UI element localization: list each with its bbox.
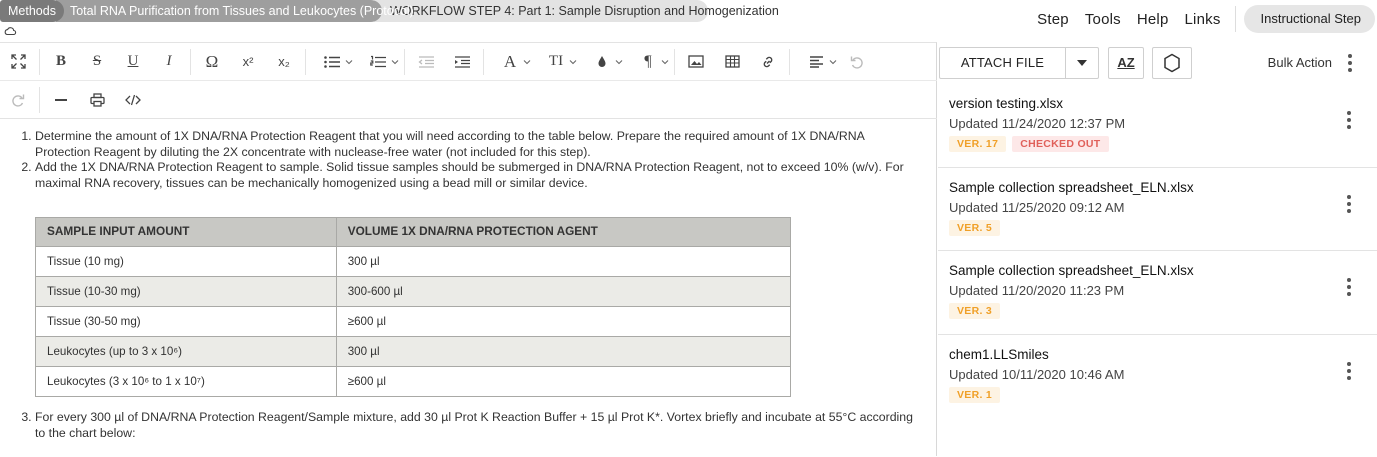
- horizontal-line-icon[interactable]: [43, 82, 79, 118]
- table-row: [36, 307, 791, 337]
- table-header: SAMPLE INPUT AMOUNT: [36, 218, 337, 247]
- file-menu-icon[interactable]: [1339, 111, 1359, 129]
- file-updated: Updated 11/24/2020 12:37 PM: [949, 116, 1126, 131]
- table-cell: Tissue (30-50 mg): [36, 307, 337, 337]
- file-item[interactable]: [938, 335, 1377, 419]
- numbered-list-icon[interactable]: [355, 44, 401, 80]
- sort-az-icon: AZ: [1117, 55, 1135, 70]
- attach-file-label: ATTACH FILE: [960, 55, 1045, 70]
- font-size-icon[interactable]: TI: [533, 44, 579, 80]
- toolbar-divider: [404, 49, 405, 75]
- toolbar-divider: [305, 49, 306, 75]
- file-badges: [949, 136, 1377, 152]
- print-icon[interactable]: [79, 82, 115, 118]
- toolbar-divider: [39, 87, 40, 113]
- table-cell: ≥600 µl: [336, 307, 790, 337]
- instruction-step-2: 2. Add the 1X DNA/RNA Protection Reagent to sample. Solid tissue samples should be submerged in DNA/RNA Protection Reagent, not to exceed 10% (w/v). For maximal RNA recovery, tissues can be mechanically homogenized using a bead mill or similar device.: [35, 160, 914, 191]
- table-row: [36, 367, 791, 397]
- file-menu-icon[interactable]: [1339, 362, 1359, 380]
- instruction-step-3: 3. For every 300 µl of DNA/RNA Protection Reagent/Sample mixture, add 30 µl Prot K Reaction Buffer + 15 µl Prot K*. Vortex briefly and incubate at 55°C according to the chart below:: [35, 410, 914, 441]
- file-updated: Updated 11/25/2020 09:12 AM: [949, 199, 1125, 215]
- undo-icon[interactable]: [839, 44, 875, 80]
- breadcrumb: [0, 0, 779, 22]
- file-name[interactable]: Sample collection spreadsheet_ELN.xlsx: [949, 179, 1194, 195]
- subscript-icon[interactable]: x₂: [278, 54, 290, 69]
- instruction-step-1: 1. Determine the amount of 1X DNA/RNA Protection Reagent that you will need according to the table below. Prepare the required amount of 1X DNA/RNA Protection Reagent by diluting the 2X concentrate with nuclease-free water (not included for this step).: [35, 129, 914, 160]
- rich-text-editor: [0, 42, 937, 456]
- table-cell: ≥600 µl: [336, 367, 790, 397]
- bulk-action-menu-icon[interactable]: [1340, 54, 1360, 72]
- paragraph-format-icon[interactable]: ¶: [625, 44, 671, 80]
- editor-toolbar-row-1: [0, 43, 937, 81]
- strikethrough-icon[interactable]: S: [92, 53, 102, 69]
- fullscreen-icon[interactable]: [0, 44, 36, 80]
- outdent-icon[interactable]: [408, 44, 444, 80]
- redo-icon[interactable]: [0, 82, 36, 118]
- highlight-color-icon[interactable]: [579, 44, 625, 80]
- top-nav: [1037, 4, 1377, 34]
- top-bar: [0, 0, 1377, 40]
- bulleted-list-icon[interactable]: [309, 44, 355, 80]
- attach-file-button[interactable]: [939, 47, 1099, 79]
- file-name[interactable]: chem1.LLSmiles: [949, 346, 1049, 362]
- bulk-action-label[interactable]: Bulk Action: [1267, 55, 1332, 70]
- instruction-list-continued: [16, 410, 914, 441]
- bold-icon[interactable]: B: [55, 53, 66, 69]
- table-row: [36, 337, 791, 367]
- attachments-toolbar: [938, 42, 1377, 83]
- version-badge: VER. 5: [949, 220, 1000, 236]
- toolbar-divider: [674, 49, 675, 75]
- nav-step[interactable]: Step: [1037, 10, 1069, 28]
- special-character-icon[interactable]: Ω: [205, 51, 219, 71]
- file-updated: Updated 11/20/2020 11:23 PM: [949, 283, 1125, 298]
- table-cell: 300 µl: [336, 337, 790, 367]
- editor-toolbar-row-2: [0, 81, 937, 119]
- italic-icon[interactable]: I: [166, 53, 172, 69]
- toolbar-divider: [190, 49, 191, 75]
- table-header: VOLUME 1X DNA/RNA PROTECTION AGENT: [336, 218, 790, 247]
- attachments-panel: [938, 42, 1377, 456]
- version-badge: VER. 17: [949, 136, 1006, 152]
- align-icon[interactable]: [793, 44, 839, 80]
- file-menu-icon[interactable]: [1339, 195, 1359, 213]
- insert-table-icon[interactable]: [714, 44, 750, 80]
- file-updated: Updated 10/11/2020 10:46 AM: [949, 366, 1125, 382]
- breadcrumb-workflow-step[interactable]: WORKFLOW STEP 4: Part 1: Sample Disruption and Homogenization: [374, 0, 708, 22]
- file-item[interactable]: [938, 168, 1377, 252]
- toolbar-divider: [789, 49, 790, 75]
- superscript-icon[interactable]: x²: [242, 54, 254, 69]
- table-row: [36, 277, 791, 307]
- cloud-sync-icon: [4, 25, 16, 37]
- nav-tools[interactable]: Tools: [1084, 10, 1121, 28]
- file-badges: [949, 220, 1377, 236]
- table-cell: Tissue (10-30 mg): [36, 277, 337, 307]
- table-cell: 300-600 µl: [336, 277, 790, 307]
- toolbar-divider: [39, 49, 40, 75]
- sample-volume-table: [35, 217, 791, 397]
- file-item[interactable]: [938, 84, 1377, 168]
- code-view-icon[interactable]: [115, 82, 151, 118]
- font-color-icon[interactable]: A: [487, 44, 533, 80]
- file-badges: [949, 303, 1377, 319]
- chemistry-structure-button[interactable]: [1152, 47, 1192, 79]
- table-cell: Leukocytes (up to 3 x 10⁶): [36, 337, 337, 367]
- sort-az-button[interactable]: [1108, 47, 1144, 79]
- toolbar-divider: [483, 49, 484, 75]
- checked-out-badge: CHECKED OUT: [1012, 136, 1108, 152]
- instruction-list: [16, 129, 914, 191]
- chevron-down-icon[interactable]: [1065, 48, 1098, 78]
- version-badge: VER. 3: [949, 303, 1000, 319]
- file-item[interactable]: [938, 251, 1377, 335]
- file-menu-icon[interactable]: [1339, 278, 1359, 296]
- file-badges: [949, 387, 1377, 403]
- instructional-step-pill[interactable]: Instructional Step: [1244, 5, 1375, 33]
- underline-icon[interactable]: U: [127, 53, 139, 69]
- version-badge: VER. 1: [949, 387, 1000, 403]
- table-row: [36, 247, 791, 277]
- file-name[interactable]: version testing.xlsx: [949, 96, 1064, 111]
- nav-links[interactable]: Links: [1184, 10, 1221, 28]
- insert-link-icon[interactable]: [750, 44, 786, 80]
- table-cell: Leukocytes (3 x 10⁶ to 1 x 10⁷): [36, 367, 337, 397]
- nav-divider: [1235, 6, 1236, 32]
- table-cell: 300 µl: [336, 247, 790, 277]
- insert-image-icon[interactable]: [678, 44, 714, 80]
- breadcrumb-protocol[interactable]: Total RNA Purification from Tissues and Leukocytes (Protocol): [56, 0, 382, 22]
- editor-content[interactable]: [0, 123, 936, 457]
- nav-help[interactable]: Help: [1136, 10, 1169, 28]
- file-name[interactable]: Sample collection spreadsheet_ELN.xlsx: [949, 263, 1194, 278]
- table-cell: Tissue (10 mg): [36, 247, 337, 277]
- file-list: [938, 84, 1377, 418]
- breadcrumb-methods[interactable]: Methods: [0, 0, 64, 22]
- indent-icon[interactable]: [444, 44, 480, 80]
- hexagon-icon: [1163, 53, 1181, 73]
